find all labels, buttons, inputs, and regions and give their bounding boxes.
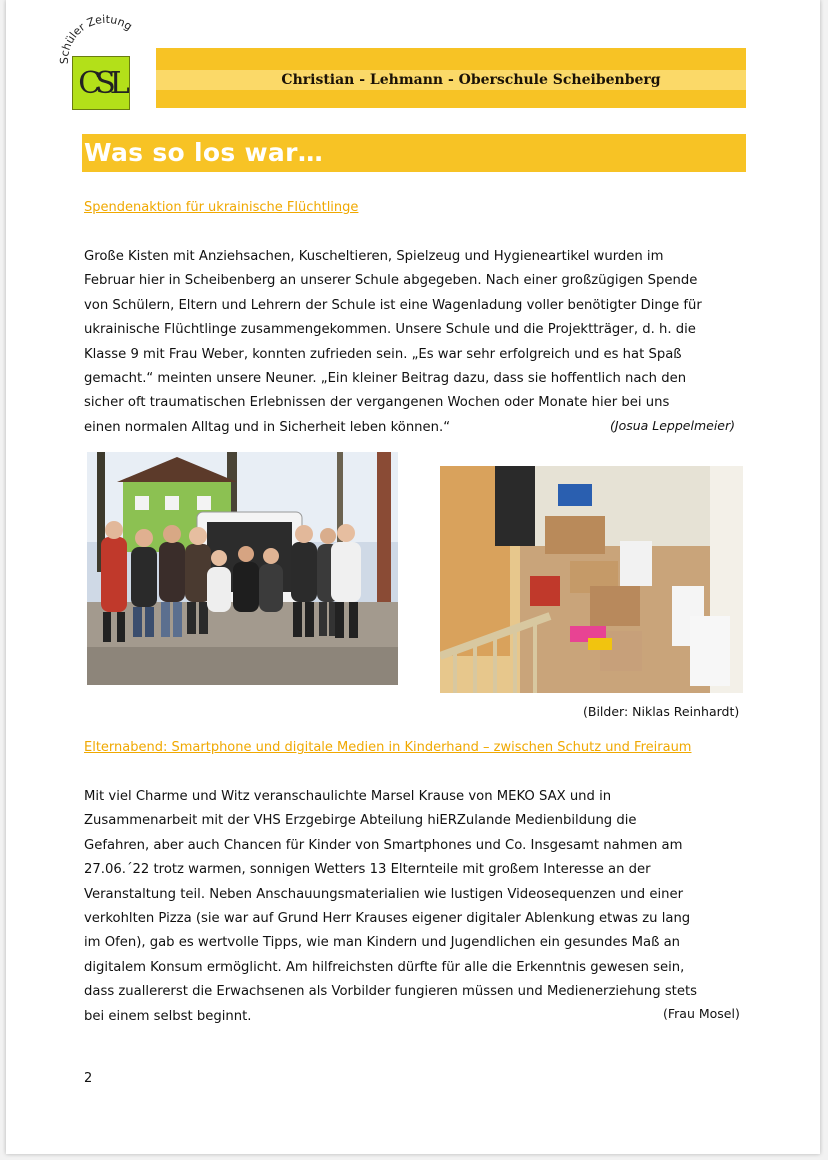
paragraph-line: Mit viel Charme und Witz veranschaulichte Marsel Krause von MEKO SAX und in [84, 789, 612, 804]
paragraph-line: digitalem Konsum ermöglicht. Am hilfreichsten dürfte für alle die Erkenntnis gewesen sein, [84, 959, 685, 975]
article1-title[interactable]: Spendenaktion für ukrainische Flüchtlinge [84, 200, 359, 215]
paragraph-line: bei einem selbst beginnt. [84, 1008, 252, 1024]
article2-body [84, 785, 748, 1029]
paragraph-line: Klasse 9 mit Frau Weber, konnten zufrieden sein. „Es war sehr erfolgreich und es hat Spaß [84, 346, 682, 362]
article2-title[interactable]: Elternabend: Smartphone und digitale Medien in Kinderhand – zwischen Schutz und Freiraum [84, 740, 692, 755]
paragraph-line: Gefahren, aber auch Chancen für Kinder von Smartphones und Co. Insgesamt nahmen am [84, 837, 683, 853]
paragraph-line: verkohlten Pizza (sie war auf Grund Herr Krauses eigener digitaler Ablenkung etwas zu lang [84, 911, 691, 927]
paragraph-line: dass zuallererst die Erwachsenen als Vorbilder fungieren müssen und Medienerziehung stets [84, 984, 698, 1000]
section-heading: Was so los war… [84, 138, 324, 167]
school-logo [72, 56, 130, 110]
paragraph-line: Große Kisten mit Anziehsachen, Kuscheltieren, Spielzeug und Hygieneartikel wurden im [84, 249, 664, 264]
page-number: 2 [84, 1071, 93, 1086]
paragraph-line: einen normalen Alltag und in Sicherheit leben können.“ [84, 419, 451, 435]
paragraph-line: Zusammenarbeit mit der VHS Erzgebirge Abteilung hiERZulande Medienbildung die [84, 813, 637, 829]
paragraph-line: im Ofen), gab es wertvolle Tipps, wie man Kindern und Jugendlichen ein gesundes Maß an [84, 935, 681, 951]
school-name: Christian - Lehmann - Oberschule Scheibenberg [281, 72, 661, 88]
paragraph-line: von Schülern, Eltern und Lehrern der Schule ist eine Wagenladung voller benötigter Dinge für [84, 297, 702, 313]
header-banner [156, 48, 746, 108]
paragraph-line: 27.06.´22 trotz warmen, sonnigen Wetters 13 Elternteile mit großem Interesse an der [84, 862, 651, 878]
photo-credit: (Bilder: Niklas Reinhardt) [583, 704, 740, 719]
photo-donation-boxes [440, 466, 743, 693]
paragraph-line: Februar hier in Scheibenberg an unserer Schule abgegeben. Nach einer großzügigen Spende [84, 273, 698, 289]
article1-author: (Josua Leppelmeier) [610, 418, 736, 433]
article2-author: (Frau Mosel) [663, 1006, 740, 1021]
article1-body [84, 245, 748, 440]
logo-arc-label: Schüler Zeitung [57, 14, 135, 65]
photo-students-with-van [87, 452, 398, 685]
paragraph-line: ukrainische Flüchtlinge zusammengekommen. Unsere Schule und die Projektträger, d. h. die [84, 322, 696, 338]
paragraph-line: gemacht.“ meinten unsere Neuner. „Ein kleiner Beitrag dazu, dass sie hoffentlich nach den [84, 371, 687, 387]
logo-monogram: CSL [78, 65, 124, 101]
section-heading-bar [82, 134, 746, 172]
paragraph-line: Veranstaltung teil. Neben Anschauungsmaterialien wie lustigen Videosequenzen und einer [84, 886, 684, 902]
paragraph-line: sicher oft traumatischen Erlebnissen der vergangenen Wochen oder Monate hier bei uns [84, 395, 670, 411]
